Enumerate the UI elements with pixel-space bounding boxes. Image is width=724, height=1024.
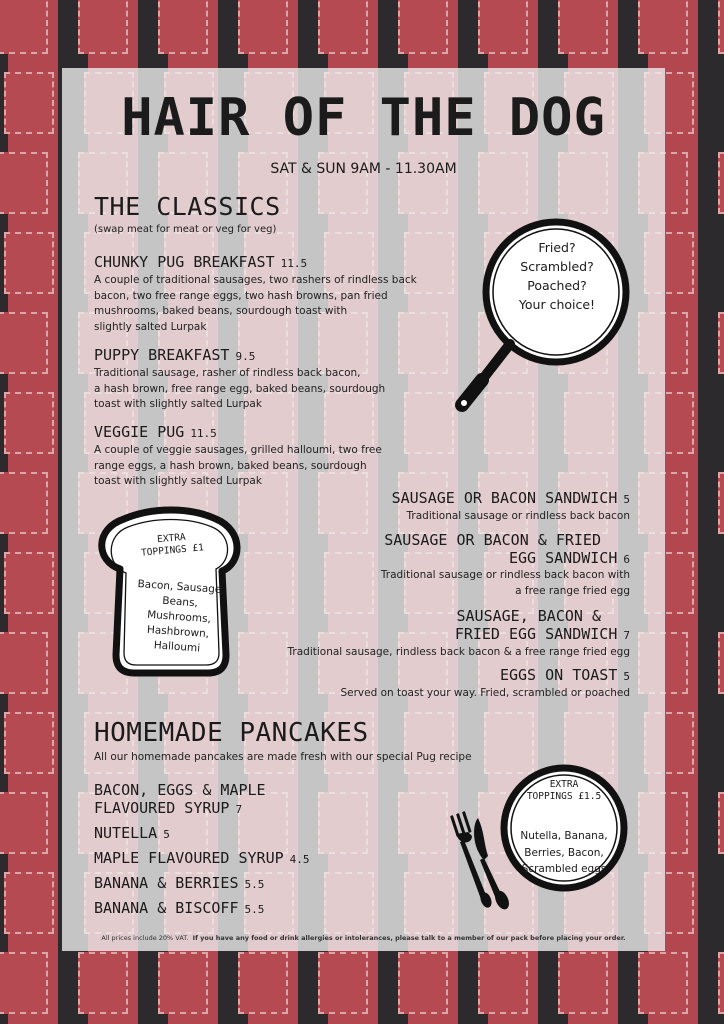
item-price: 5.5 (244, 903, 265, 916)
item-name-line: SAUSAGE, BACON & (456, 607, 601, 625)
menu-item-chunky-pug (94, 253, 307, 273)
postage-stamp (4, 872, 54, 934)
item-price: 4.5 (289, 853, 310, 866)
postage-stamp (718, 472, 724, 534)
postage-stamp (78, 952, 128, 1014)
postage-stamp (478, 0, 528, 54)
postage-stamp (0, 952, 48, 1014)
desc-line: Traditional sausage, rindless back bacon & a free range fried egg (287, 646, 630, 658)
postage-stamp (0, 152, 48, 214)
postage-stamp (158, 0, 208, 54)
item-name: EGGS ON TOAST (499, 666, 618, 684)
item-price: 7 (623, 629, 630, 642)
postage-stamp (4, 232, 54, 294)
item-price: 7 (235, 803, 243, 816)
item-name: NUTELLA (94, 824, 158, 842)
desc-line: Traditional sausage or rindless back bacon (406, 510, 630, 522)
desc-line: Traditional sausage, rasher of rindless back bacon, (94, 367, 361, 379)
item-name-line: FRIED EGG SANDWICH (454, 625, 618, 643)
topping-line: Nutella, Banana, (520, 830, 608, 842)
item-name: BANANA & BERRIES (94, 874, 239, 892)
opening-hours: SAT & SUN 9AM - 11.30AM (270, 161, 457, 177)
postage-stamp (718, 0, 724, 54)
desc-line: a free range fried egg (515, 584, 630, 597)
item-price: 9.5 (235, 350, 256, 363)
item-price: 5.5 (244, 878, 265, 891)
postage-stamp (0, 0, 48, 54)
postage-stamp (4, 392, 54, 454)
plate-box-title (508, 779, 620, 803)
item-name-line: SAUSAGE OR BACON & FRIED (384, 531, 601, 549)
desc-line: range eggs, a hash brown, baked beans, sourdough (94, 459, 367, 472)
postage-stamp (718, 312, 724, 374)
item-name-line: EGG SANDWICH (509, 549, 618, 567)
postage-stamp (0, 472, 48, 534)
bubble-line: Poached? (527, 278, 587, 293)
bubble-line: Fried? (538, 240, 576, 255)
item-name-line: BACON, EGGS & MAPLE (94, 781, 266, 799)
item-price: 5 (623, 670, 630, 683)
postage-stamp (398, 952, 448, 1014)
topping-line: Mushrooms, (146, 608, 212, 626)
postage-stamp (318, 952, 368, 1014)
item-description (407, 509, 630, 525)
topping-line: Berries, Bacon, (524, 846, 604, 859)
item-price: 5 (163, 828, 170, 841)
postage-stamp (238, 952, 288, 1014)
bubble-line: Scrambled? (520, 259, 594, 274)
footer-disclaimer (62, 934, 665, 942)
item-name: VEGGIE PUG (94, 423, 185, 441)
item-name: SAUSAGE OR BACON SANDWICH (391, 489, 618, 507)
desc-line: A couple of traditional sausages, two rashers of rindless back (94, 274, 417, 286)
postage-stamp (558, 952, 608, 1014)
item-description (94, 366, 424, 413)
pancakes-note: All our homemade pancakes are made fresh with our special Pug recipe (94, 751, 472, 763)
postage-stamp (0, 632, 48, 694)
postage-stamp (4, 552, 54, 614)
vat-note: All prices include 20% VAT. (101, 934, 189, 942)
menu-item-sausage-bacon-egg-sandwich (455, 607, 630, 645)
desc-line: toast with slightly salted Lurpak (94, 398, 262, 410)
desc-line: toast with slightly salted Lurpak (94, 475, 262, 487)
topping-line: Beans, (161, 594, 199, 610)
desc-line: Traditional sausage or rindless back bacon with (380, 569, 630, 581)
desc-line: a hash brown, free range egg, baked beans, sourdough (94, 382, 386, 395)
topping-line: Bacon, Sausage, (137, 578, 226, 597)
desc-line: bacon, two free range eggs, two hash browns, pan fried (94, 289, 388, 302)
section-title-classics: THE CLASSICS (94, 192, 281, 221)
postage-stamp (638, 0, 688, 54)
postage-stamp (718, 152, 724, 214)
menu-item-bacon-eggs-maple (94, 781, 266, 819)
menu-item-banana-berries (94, 874, 264, 894)
postage-stamp (478, 952, 528, 1014)
postage-stamp (718, 792, 724, 854)
menu-title: HAIR OF THE DOG (121, 88, 606, 148)
item-name: PUPPY BREAKFAST (94, 346, 230, 364)
postage-stamp (638, 952, 688, 1014)
section-title-pancakes: HOMEMADE PANCAKES (94, 718, 369, 748)
menu-item-nutella (94, 824, 170, 844)
toast-toppings-list (118, 576, 241, 659)
box-title-line: EXTRA (549, 779, 579, 790)
desc-line: mushrooms, baked beans, sourdough toast with (94, 305, 348, 317)
postage-stamp (558, 0, 608, 54)
item-description (288, 645, 630, 661)
allergy-note: If you have any food or drink allergies or intolerances, please talk to a member of our pack before placing your order. (192, 934, 626, 942)
postage-stamp (718, 952, 724, 1014)
item-description (381, 568, 630, 599)
desc-line: A couple of veggie sausages, grilled halloumi, two free (94, 444, 382, 456)
menu-item-fried-egg-sandwich (384, 531, 630, 569)
postage-stamp (398, 0, 448, 54)
topping-line: Scrambled eggs (521, 863, 607, 875)
menu-item-maple-syrup (94, 849, 310, 869)
item-name: MAPLE FLAVOURED SYRUP (94, 849, 284, 867)
topping-line: Halloumi (153, 639, 201, 655)
menu-item-sausage-bacon-sandwich (392, 489, 630, 509)
menu-item-veggie-pug (94, 423, 217, 443)
menu-item-puppy-breakfast (94, 346, 255, 366)
postage-stamp (0, 792, 48, 854)
classics-note: (swap meat for meat or veg for veg) (94, 224, 277, 235)
box-title-line: TOPPINGS £1.5 (526, 791, 602, 802)
postage-stamp (78, 0, 128, 54)
postage-stamp (0, 312, 48, 374)
menu-item-banana-biscoff (94, 899, 264, 919)
postage-stamp (158, 952, 208, 1014)
item-description (94, 273, 424, 335)
menu-item-eggs-on-toast (500, 666, 630, 686)
topping-line: Hashbrown, (146, 623, 210, 641)
item-description (94, 443, 424, 490)
item-name: CHUNKY PUG BREAKFAST (94, 253, 275, 271)
item-name-line: FLAVOURED SYRUP (94, 799, 230, 817)
postage-stamp (4, 712, 54, 774)
bubble-line: Your choice! (518, 297, 596, 312)
box-title-line: TOPPINGS £1 (140, 542, 205, 559)
item-price: 11.5 (280, 257, 308, 270)
postage-stamp (718, 632, 724, 694)
desc-line: slightly salted Lurpak (94, 320, 207, 333)
item-price: 5 (623, 493, 630, 506)
pan-bubble-text (503, 238, 611, 314)
postage-stamp (318, 0, 368, 54)
item-name: BANANA & BISCOFF (94, 899, 239, 917)
plate-toppings-list (506, 828, 622, 878)
desc-line: Served on toast your way. Fried, scrambled or poached (340, 687, 630, 699)
box-title-line: EXTRA (156, 531, 187, 546)
item-description (340, 686, 630, 702)
item-price: 6 (623, 553, 630, 566)
item-price: 11.5 (190, 427, 217, 440)
postage-stamp (4, 72, 54, 134)
postage-stamp (238, 0, 288, 54)
